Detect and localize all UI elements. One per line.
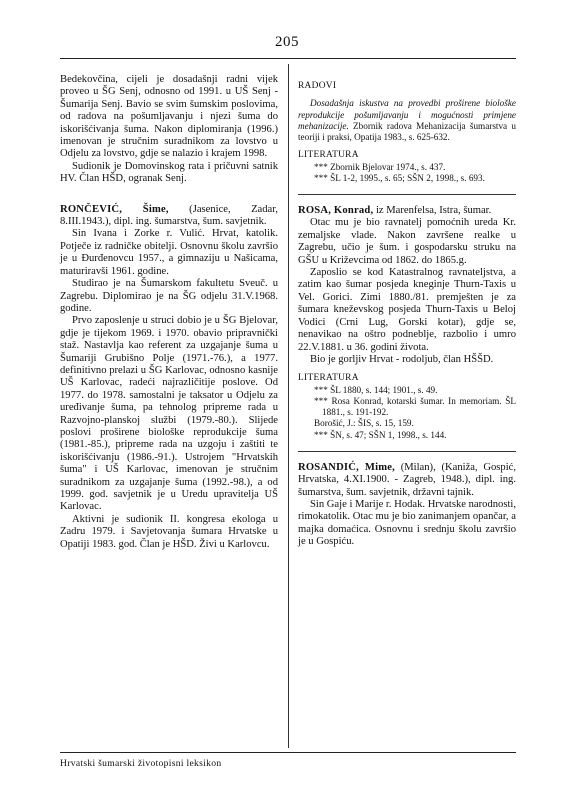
page-number: 205 bbox=[275, 34, 299, 50]
left-column bbox=[60, 74, 278, 551]
headword: ROSA, Konrad, bbox=[298, 205, 374, 217]
entry-separator bbox=[298, 451, 516, 452]
entry-heading-roncevic bbox=[60, 204, 278, 229]
entry-separator bbox=[298, 194, 516, 195]
continued-paragraph-2: Sudionik je Domovinskog rata i pričuvni satnik HV. Član HŠD, ogranak Senj. bbox=[60, 160, 278, 185]
works-entry bbox=[298, 98, 516, 143]
works-title: Dosadašnja iskustva na provedbi proširene biološke reprodukcije pošumljavanju i mogućnosti primjene mehanizacije. bbox=[298, 98, 516, 131]
column-divider bbox=[288, 64, 289, 748]
works-source: Zbornik radova Mehanizacija šumarstva u teoriji i praksi, Opatija 1983., s. 625-632. bbox=[298, 120, 516, 143]
literature-ref: Borošić, J.: ŠIS, s. 15, 159. bbox=[314, 418, 414, 429]
literature-ref: *** Zbornik Bjelovar 1974., s. 437. bbox=[314, 161, 446, 172]
headword: ROSANDIĆ, Mime, bbox=[298, 461, 395, 473]
headword: RONČEVIĆ, Šime, bbox=[60, 203, 169, 215]
section-label-radovi: RADOVI bbox=[298, 81, 337, 91]
entry-heading-details: (Jasenice, Zadar, 8.III.1943.), dipl. ing. šumarstva, šum. savjetnik. bbox=[60, 203, 278, 228]
entry-heading-details: iz Marenfelsa, Istra, šumar. bbox=[373, 205, 492, 217]
entry-heading-rosa bbox=[298, 205, 516, 217]
entry-paragraph: Sin Gaje i Marije r. Hodak. Hrvatske narodnosti, rimokatolik. Otac mu je bio zanimanjem opančar, a majka domaćica. Osnovnu i srednju školu završio je u Gospiću. bbox=[298, 498, 516, 548]
entry-heading-details: (Milan), (Kaniža, Gospić, Hrvatska, 4.XI.1900. - Zagreb, 1948.), dipl. ing. šumarstva, šum. savjetnik, državni tajnik. bbox=[298, 461, 516, 498]
literature-ref: *** ŠN, s. 47; SŠN 1, 1998., s. 144. bbox=[314, 429, 447, 440]
literature-ref: *** ŠL 1-2, 1995., s. 65; SŠN 2, 1998., s. 693. bbox=[314, 172, 485, 183]
entry-paragraph: Studirao je na Šumarskom fakultetu Sveuč. u Zagrebu. Diplomirao je na ŠG odjelu 31.V.1968. godine. bbox=[60, 278, 278, 314]
literature-ref: *** ŠL 1880, s. 144; 1901., s. 49. bbox=[314, 384, 438, 395]
running-footer: Hrvatski šumarski životopisni leksikon bbox=[60, 758, 222, 769]
header-rule bbox=[60, 58, 516, 59]
footer-rule bbox=[60, 752, 516, 753]
entry-paragraph: Aktivni je sudionik II. kongresa ekologa u Zadru 1979. i Savjetovanja šumara Hrvatske u Opatiji 1983. god. Član je HŠD. Živi u Karlovcu. bbox=[60, 513, 278, 550]
entry-heading-rosandic bbox=[298, 462, 516, 499]
entry-paragraph: Bio je gorljiv Hrvat - rodoljub, član HŠŠD. bbox=[310, 353, 494, 365]
continued-paragraph: Bedekovčina, cijeli je dosadašnji radni vijek proveo u ŠG Senj, odnosno od 1991. u UŠ Senj - Šumarija Senj. Bavio se svim šumskim poslovima, od radova na pošumljavanju i njezi šuma do iskorišćivanja šuma. Nakon diplomiranja (1996.) imenovan je stručnim suradnikom za lovstvo u Odjelu za lovstvo, gdje se nalazio i krajem 1998. bbox=[60, 74, 278, 160]
entry-paragraph: Otac mu je bio ravnatelj pomoćnih ureda Kr. zemaljske vlade. Nakon završene realke u Zagrebu, učio je šum. i gospodarsku struku na GŠU u Križevcima od 1862. do 1865.g. bbox=[298, 217, 516, 266]
entry-paragraph: Prvo zaposlenje u struci dobio je u ŠG Bjelovar, gdje je tijekom 1969. i 1970. obavio pripravnički staž. Nastavlja kao referent za uzgajanje šuma u Šumariji Grubišno Polje (1971.-76.), a 1977. definitivno prelazi u ŠG Karlovac, odnosno kasnije UŠ Karlovac, radeći najrazličitije poslove. Od 1977. do 1978. samostalni je taksator u Odjelu za uređivanje šuma, pa tehnolog pripreme rada u Razvojno-planskoj službi (1979.-80.). Slijede poslovi proširene biološke reprodukcije šuma (1981.-85.), pripreme rada na uzgoju i zaštiti te iskorišćivanju (1986.-91.). Ustrojem "Hrvatskih šuma" i UŠ Karlovac, imenovan je stručnim suradnikom za uzgajanje šuma (1992.-98.), a od 1999. god. savjetnik je u Uredu upravitelja UŠ Karlovac. bbox=[60, 315, 278, 513]
section-label-literatura: LITERATURA bbox=[298, 373, 359, 384]
right-column bbox=[298, 74, 516, 549]
entry-paragraph: Zaposlio se kod Katastralnog ravnateljstva, a zatim kao šumar posjeda kneginje Thurn-Taxis u Vel. Gorici. Zimi 1880./81. premješten je za šumara kneževskog posjeda Thurn-Taxis u Beloj Vodici (Crni Lug, Gorski kotar), gdje se, nenavikao na oštro podneblje, razbolio i umro 22.V.1881. u 36. godini života. bbox=[298, 267, 516, 353]
section-label-literatura: LITERATURA bbox=[298, 150, 359, 161]
entry-paragraph: Sin Ivana i Zorke r. Vulić. Hrvat, katolik. Potječe iz radničke obitelji. Osnovnu školu završio je u Đurđenovcu 1957., a gimnaziju u Našicama, maturiravši 1961. godine. bbox=[60, 228, 278, 277]
literature-ref: *** Rosa Konrad, kotarski šumar. In memoriam. ŠL 1881., s. 191-192. bbox=[314, 395, 516, 418]
